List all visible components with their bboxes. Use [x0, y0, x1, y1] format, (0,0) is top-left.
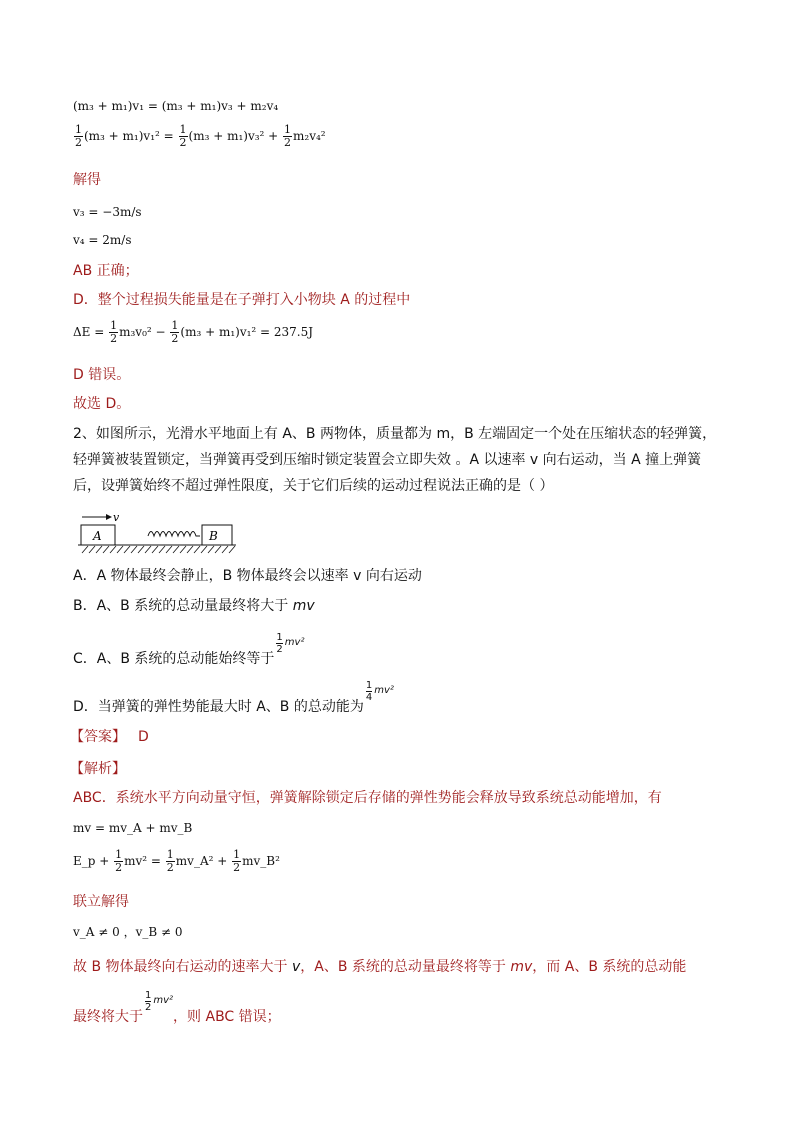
solve-jointly-label: 联立解得 [73, 894, 129, 910]
energy-loss-equation: ΔE = $\frac{1}{2}$ m₃v₀² − $\frac{1}{2}$ (m₃ + m₁)v₁² = 237.5J [73, 319, 314, 345]
velocity-label: v [113, 511, 120, 524]
question-2-text: 2、如图所示，光滑水平地面上有 A、B 两物体，质量都为 m，B 左端固定一个处在压缩状态的轻弹簧，轻弹簧被装置锁定，当弹簧再受到压缩时锁定装置会立即失效 。A 以速率 v 向右运动，当 A 撞上弹簧后，设弹簧始终不超过弹性限度，关于它们后续的运动过程说法正确的是（ ） [73, 426, 717, 494]
option-d: D．当弹簧的弹性势能最大时 A、B 的总动能为 $\frac{1}{4}$ $^{mv^2}$ [73, 680, 394, 715]
analysis-label: 【解析】 [70, 761, 126, 777]
fraction: $\frac{1}{2}$ [284, 123, 292, 149]
energy-equation-2: E_p + $\frac{1}{2}$ mv² = $\frac{1}{2}$ mv_A² + $\frac{1}{2}$ mv_B² [73, 848, 280, 874]
abc-analysis: ABC．系统水平方向动量守恒，弹簧解除锁定后存储的弹性势能会释放导致系统总动能增加，有 [73, 790, 662, 806]
d-wrong: D 错误。 [73, 367, 131, 383]
option-c: C．A、B 系统的总动能始终等于 $\frac{1}{2}$ $^{mv^2}$ [73, 632, 305, 667]
fraction: $\frac{1}{2}$ [171, 319, 179, 345]
block-b-label: B [209, 529, 218, 543]
block-a-label: A [93, 529, 102, 543]
fraction: $\frac{1}{2}$ [166, 848, 174, 874]
momentum-equation-1: (m₃ + m₁)v₁ = (m₃ + m₁)v₃ + m₂v₄ [73, 99, 279, 113]
v3-result: v₃ = −3m/s [73, 205, 142, 219]
fraction: $\frac{1}{2}$ [145, 990, 152, 1013]
fraction: $\frac{1}{2}$ [179, 123, 187, 149]
collision-figure [78, 508, 238, 554]
v4-result: v₄ = 2m/s [73, 233, 132, 247]
fraction: $\frac{1}{2}$ [233, 848, 241, 874]
nonzero-velocities: v_A ≠ 0 ，v_B ≠ 0 [73, 925, 183, 939]
spring [148, 532, 200, 537]
fraction: $\frac{1}{2}$ [115, 848, 123, 874]
d-analysis: D．整个过程损失能量是在子弹打入小物块 A 的过程中 [73, 292, 411, 308]
ab-correct: AB 正确； [73, 263, 139, 279]
conclusion-line-2: 最终将大于 $\frac{1}{2}$ $^{mv^2}$，则 ABC 错误； [73, 990, 281, 1025]
arrow-head [106, 514, 112, 520]
solve-label: 解得 [73, 172, 101, 188]
momentum-equation-2: mv = mv_A + mv_B [73, 821, 193, 835]
option-b: B．A、B 系统的总动量最终将大于 mv [73, 598, 315, 614]
fraction: $\frac{1}{4}$ [365, 680, 373, 703]
fraction: $\frac{1}{2}$ [110, 319, 118, 345]
fraction: $\frac{1}{2}$ [75, 123, 82, 149]
final-choice: 故选 D。 [73, 396, 131, 412]
option-a: A．A 物体最终会静止，B 物体最终会以速率 v 向右运动 [73, 568, 422, 584]
conclusion-line-1: 故 B 物体最终向右运动的速率大于 v，A、B 系统的总动量最终将等于 mv，而 A、B 系统的总动能 [73, 959, 687, 975]
fraction: $\frac{1}{2}$ [276, 632, 283, 655]
energy-equation-1: $\frac{1}{2}$ (m₃ + m₁)v₁² = $\frac{1}{2}$ (m₃ + m₁)v₃² + $\frac{1}{2}$ m₂v₄² [75, 123, 326, 149]
ground-hatching [82, 546, 235, 553]
answer-line: 【答案】 D [70, 729, 149, 745]
